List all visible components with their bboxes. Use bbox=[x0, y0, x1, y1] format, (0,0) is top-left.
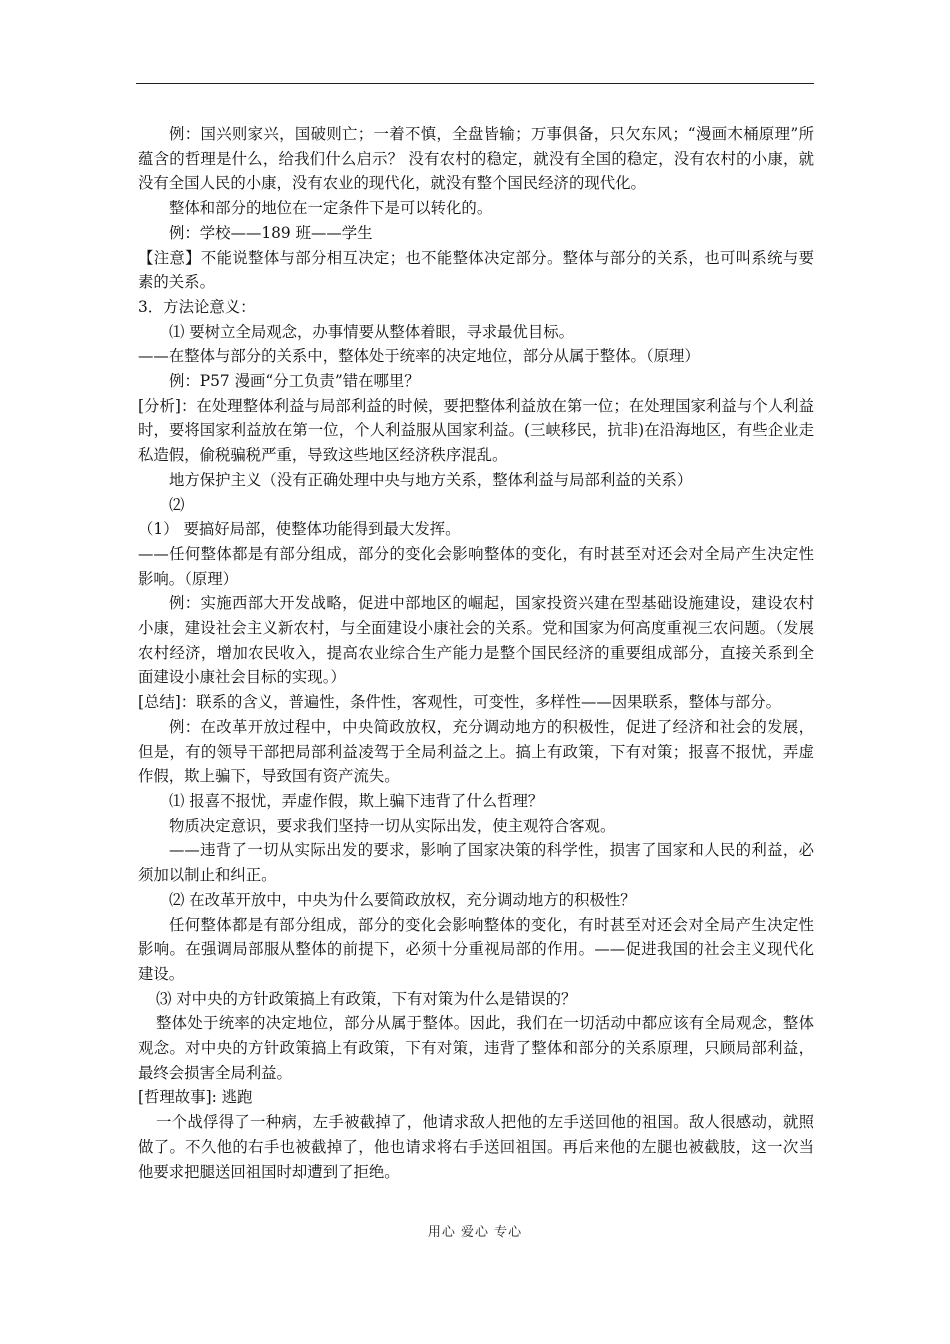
paragraph: 整体处于统率的决定地位，部分从属于整体。因此，我们在一切活动中都应该有全局观念，整体观念。对中央的方针政策搞上有政策，下有对策，违背了整体和部分的关系原理，只顾局部利益，最终会损害全局利益。 bbox=[138, 1014, 814, 1082]
paragraph: 例：学校——189 班——学生 bbox=[169, 223, 373, 242]
paragraph: 一个战俘得了一种病，左手被截掉了，他请求敌人把他的左手送回他的祖国。敌人很感动，就照做了。不久他的右手也被截掉了，他也请求将右手送回祖国。再后来他的左腿也被截肢，这一次当他要求把腿送回祖国时却遭到了拒绝。 bbox=[138, 1113, 814, 1181]
paragraph: ——任何整体都是有部分组成，部分的变化会影响整体的变化，有时甚至对还会对全局产生决定性影响。（原理） bbox=[138, 544, 814, 588]
paragraph: 3．方法论意义： bbox=[138, 297, 256, 316]
paragraph: [总结]：联系的含义，普遍性，条件性，客观性，可变性，多样性——因果联系，整体与部分。 bbox=[138, 693, 782, 712]
page-footer: 用心 爱心 专心 bbox=[427, 1225, 523, 1240]
paragraph: [哲理故事]: 逃跑 bbox=[138, 1088, 253, 1107]
paragraph: 例：在改革开放过程中，中央简政放权，充分调动地方的积极性，促进了经济和社会的发展，但是，有的领导干部把局部利益凌驾于全局利益之上。搞上有政策，下有对策；报喜不报忧，弄虚作假，欺上骗下，导致国有资产流失。 bbox=[138, 717, 814, 786]
paragraph: 地方保护主义（没有正确处理中央与地方关系，整体利益与局部利益的关系） bbox=[169, 470, 693, 489]
paragraph: [分析]：在处理整体利益与局部利益的时候，要把整体利益放在第一位；在处理国家利益与个人利益时，要将国家利益放在第一位，个人利益服从国家利益。(三峡移民，抗非)在沿海地区，有些企业走私造假，偷税骗税严重，导致这些地区经济秩序混乱。 bbox=[138, 396, 814, 465]
paragraph: 【注意】不能说整体与部分相互决定；也不能整体决定部分。整体与部分的关系，也可叫系统与要素的关系。 bbox=[138, 248, 814, 292]
paragraph: 整体和部分的地位在一定条件下是可以转化的。 bbox=[169, 199, 493, 218]
paragraph: 例：P57 漫画“分工负责”错在哪里？ bbox=[169, 372, 420, 391]
paragraph: （1） 要搞好局部，使整体功能得到最大发挥。 bbox=[138, 520, 461, 539]
paragraph: ⑶ 对中央的方针政策搞上有政策，下有对策为什么是错误的？ bbox=[156, 989, 577, 1008]
paragraph: ——违背了一切从实际出发的要求，影响了国家决策的科学性，损害了国家和人民的利益，必须加以制止和纠正。 bbox=[138, 841, 814, 885]
paragraph: ⑴ 要树立全局观念，办事情要从整体着眼，寻求最优目标。 bbox=[169, 322, 575, 341]
document-body bbox=[138, 122, 814, 1184]
paragraph: 例：实施西部大开发战略，促进中部地区的崛起，国家投资兴建在型基础设施建设，建设农村小康，建设社会主义新农村，与全面建设小康社会的关系。党和国家为何高度重视三农问题。（发展农村经济，增加农民收入，提高农业综合生产能力是整个国民经济的重要组成部分，直接关系到全面建设小康社会目标的实现。） bbox=[138, 594, 814, 687]
paragraph: ⑴ 报喜不报忧，弄虚作假，欺上骗下违背了什么哲理？ bbox=[169, 791, 544, 810]
paragraph: ——在整体与部分的关系中，整体处于统率的决定地位，部分从属于整体。（原理） bbox=[138, 347, 700, 366]
paragraph: 例：国兴则家兴，国破则亡；一着不慎，全盘皆输；万事俱备，只欠东风；“漫画木桶原理”所蕴含的哲理是什么，给我们什么启示？ 没有农村的稳定，就没有全国的稳定，没有农村的小康，就没有全国人民的小康，没有农业的现代化，就没有整个国民经济的现代化。 bbox=[138, 125, 814, 193]
paragraph: ⑵ bbox=[169, 495, 185, 514]
paragraph: ⑵ 在改革开放中，中央为什么要简政放权，充分调动地方的积极性？ bbox=[169, 890, 636, 909]
paragraph: 物质决定意识，要求我们坚持一切从实际出发，使主观符合客观。 bbox=[169, 816, 616, 835]
paragraph: 任何整体都是有部分组成，部分的变化会影响整体的变化，有时甚至对还会对全局产生决定性影响。在强调局部服从整体的前提下，必须十分重视局部的作用。——促进我国的社会主义现代化建设。 bbox=[138, 915, 814, 983]
header-rule bbox=[136, 83, 814, 84]
